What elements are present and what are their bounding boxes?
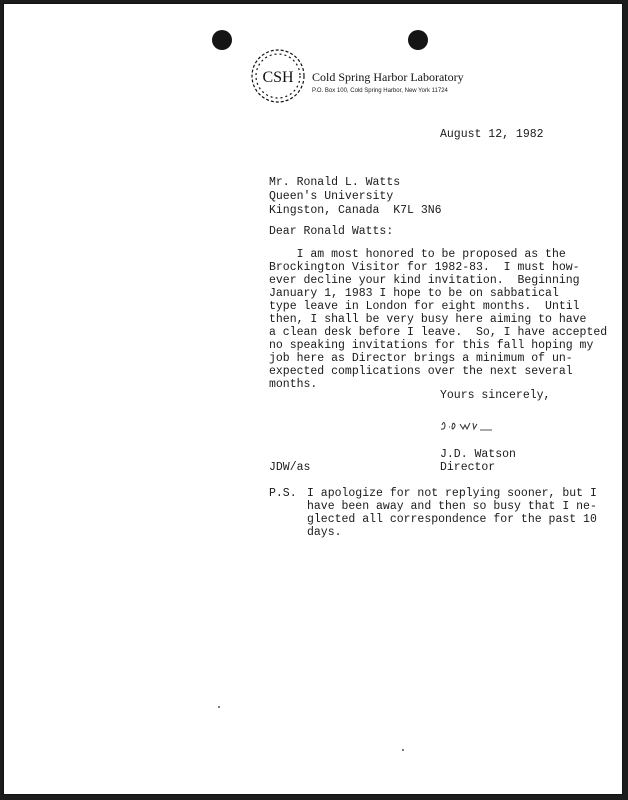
logo-text: CSH <box>262 69 294 86</box>
letter-date: August 12, 1982 <box>440 128 544 141</box>
letter-page <box>4 4 622 794</box>
body-line: I am most honored to be proposed as the <box>269 248 566 261</box>
binder-hole-left <box>212 30 232 50</box>
paper-speck <box>402 749 404 751</box>
body-line: no speaking invitations for this fall hoping my <box>269 339 594 352</box>
postscript-line: glected all correspondence for the past 10 <box>307 513 597 526</box>
body-line: Brockington Visitor for 1982-83. I must how- <box>269 261 580 274</box>
recipient-city: Kingston, Canada K7L 3N6 <box>269 204 442 217</box>
body-line: January 1, 1983 I hope to be on sabbatical <box>269 287 559 300</box>
postscript-line: days. <box>307 526 342 539</box>
body-line: type leave in London for eight months. Until <box>269 300 580 313</box>
body-line: expected complications over the next several <box>269 365 573 378</box>
postscript-label: P.S. <box>269 487 297 500</box>
postscript-line: I apologize for not replying sooner, but I <box>307 487 597 500</box>
reference-initials: JDW/as <box>269 461 311 474</box>
organization-address: P.O. Box 100, Cold Spring Harbor, New York 11724 <box>312 88 448 94</box>
handwritten-signature-icon <box>436 416 494 436</box>
recipient-name: Mr. Ronald L. Watts <box>269 176 401 189</box>
binder-hole-right <box>408 30 428 50</box>
body-line: then, I shall be very busy here aiming to have <box>269 313 587 326</box>
organization-name: Cold Spring Harbor Laboratory <box>312 70 464 84</box>
csh-logo-icon <box>248 46 308 106</box>
body-line: ever decline your kind invitation. Beginning <box>269 274 580 287</box>
body-line: job here as Director brings a minimum of un- <box>269 352 573 365</box>
salutation: Dear Ronald Watts: <box>269 225 394 238</box>
body-line: a clean desk before I leave. So, I have accepted <box>269 326 608 339</box>
closing: Yours sincerely, <box>440 389 551 402</box>
recipient-institution: Queen's University <box>269 190 394 203</box>
signer-title: Director <box>440 461 496 474</box>
postscript-line: have been away and then so busy that I ne- <box>307 500 597 513</box>
signer-name: J.D. Watson <box>440 448 516 461</box>
paper-speck <box>218 706 220 708</box>
body-line: months. <box>269 378 318 391</box>
